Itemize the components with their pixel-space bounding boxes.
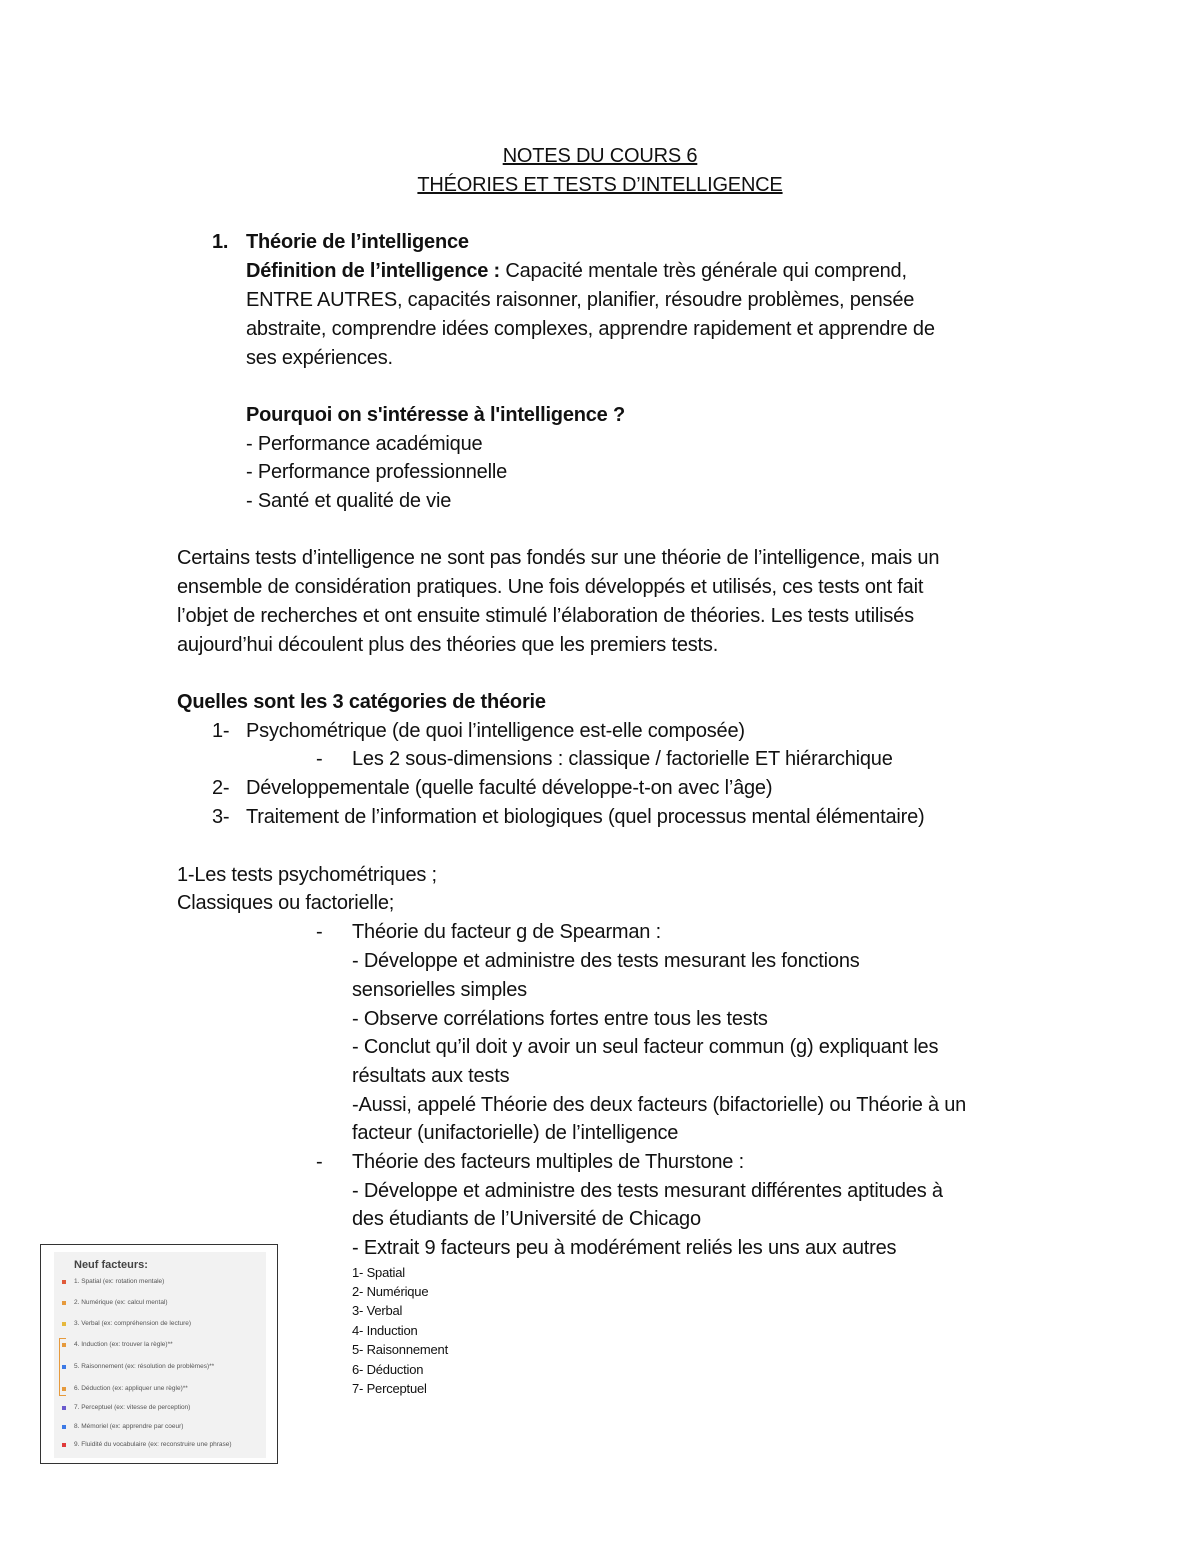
section-1-number: 1. [212, 231, 229, 253]
factor-item: 7- Perceptuel [352, 1381, 427, 1396]
category-text: Développementale (quelle faculté développe-t-on avec l’âge) [246, 777, 773, 799]
category-number: 1- [212, 720, 230, 742]
slide-factor-row [62, 1276, 262, 1288]
category-number: 3- [212, 806, 230, 828]
definition-text: Capacité mentale très générale qui comprend, [500, 260, 907, 282]
slide-bullet-icon [62, 1365, 66, 1369]
slide-factor-text: 1. Spatial (ex: rotation mentale) [74, 1278, 165, 1285]
thurstone-line: - Développe et administre des tests mesurant différentes aptitudes à [352, 1180, 943, 1202]
slide-factor-row [62, 1339, 262, 1351]
factor-item: 2- Numérique [352, 1284, 429, 1299]
thurstone-dash: - [316, 1151, 323, 1173]
slide-title: Neuf facteurs: [74, 1259, 148, 1271]
slide-factor-text: 2. Numérique (ex: calcul mental) [74, 1299, 168, 1306]
slide-bullet-icon [62, 1425, 66, 1429]
slide-factor-row [62, 1439, 262, 1451]
factor-item: 4- Induction [352, 1323, 418, 1338]
why-heading: Pourquoi on s'intéresse à l'intelligence ? [246, 404, 625, 426]
category-text: Traitement de l’information et biologiques (quel processus mental élémentaire) [246, 806, 925, 828]
paragraph-line: ensemble de considération pratiques. Une fois développés et utilisés, ces tests ont fait [177, 576, 924, 598]
subcategory-text: Les 2 sous-dimensions : classique / factorielle ET hiérarchique [352, 748, 893, 770]
spearman-line: sensorielles simples [352, 979, 527, 1001]
document-subtitle: THÉORIES ET TESTS D’INTELLIGENCE [417, 174, 783, 196]
thurstone-title: Théorie des facteurs multiples de Thurstone : [352, 1151, 744, 1173]
document-title: NOTES DU COURS 6 [502, 145, 698, 167]
slide-canvas [54, 1252, 266, 1458]
spearman-dash: - [316, 921, 323, 943]
psycho-heading: 1-Les tests psychométriques ; [177, 864, 437, 886]
psycho-subheading: Classiques ou factorielle; [177, 892, 395, 914]
paragraph-line: l’objet de recherches et ont ensuite stimulé l’élaboration de théories. Les tests utilisés [177, 605, 914, 627]
slide-factor-row [62, 1318, 262, 1330]
why-item: - Santé et qualité de vie [246, 490, 452, 512]
factor-item: 1- Spatial [352, 1265, 405, 1280]
slide-factor-row [62, 1421, 262, 1433]
slide-bullet-icon [62, 1280, 66, 1284]
slide-factor-text: 5. Raisonnement (ex: résolution de problèmes)** [74, 1363, 215, 1370]
factors-slide-thumbnail [40, 1244, 278, 1464]
definition-line-3: abstraite, comprendre idées complexes, apprendre rapidement et apprendre de [246, 318, 935, 340]
factor-item: 6- Déduction [352, 1362, 424, 1377]
paragraph-line: aujourd’hui découlent plus des théories que les premiers tests. [177, 634, 719, 656]
category-text: Psychométrique (de quoi l’intelligence est-elle composée) [246, 720, 745, 742]
spearman-line: résultats aux tests [352, 1065, 510, 1087]
thurstone-line: des étudiants de l’Université de Chicago [352, 1208, 701, 1230]
slide-bullet-icon [62, 1322, 66, 1326]
slide-bullet-icon [62, 1406, 66, 1410]
slide-factor-row [62, 1383, 262, 1395]
spearman-line: facteur (unifactorielle) de l’intelligence [352, 1122, 679, 1144]
subcategory-dash: - [316, 748, 323, 770]
slide-factor-row [62, 1402, 262, 1414]
spearman-title: Théorie du facteur g de Spearman : [352, 921, 661, 943]
slide-factor-text: 4. Induction (ex: trouver la règle)** [74, 1341, 173, 1348]
slide-factor-row [62, 1361, 262, 1373]
categories-heading: Quelles sont les 3 catégories de théorie [177, 691, 546, 713]
definition-label: Définition de l’intelligence : [246, 260, 501, 282]
slide-factor-row [62, 1297, 262, 1309]
definition-line-2: ENTRE AUTRES, capacités raisonner, planifier, résoudre problèmes, pensée [246, 289, 915, 311]
factor-item: 5- Raisonnement [352, 1342, 448, 1357]
slide-factor-text: 6. Déduction (ex: appliquer une règle)** [74, 1385, 188, 1392]
slide-bullet-icon [62, 1343, 66, 1347]
definition-line-1 [246, 257, 907, 286]
slide-bullet-icon [62, 1301, 66, 1305]
slide-bullet-icon [62, 1443, 66, 1447]
spearman-line: - Conclut qu’il doit y avoir un seul facteur commun (g) expliquant les [352, 1036, 939, 1058]
spearman-line: - Observe corrélations fortes entre tous les tests [352, 1008, 768, 1030]
spearman-line: -Aussi, appelé Théorie des deux facteurs (bifactorielle) ou Théorie à un [352, 1094, 967, 1116]
spearman-line: - Développe et administre des tests mesurant les fonctions [352, 950, 860, 972]
slide-factor-text: 3. Verbal (ex: compréhension de lecture) [74, 1320, 192, 1327]
why-item: - Performance professionnelle [246, 461, 507, 483]
slide-factor-text: 7. Perceptuel (ex: vitesse de perception) [74, 1404, 191, 1411]
why-item: - Performance académique [246, 433, 483, 455]
slide-bullet-icon [62, 1387, 66, 1391]
slide-factor-text: 9. Fluidité du vocabulaire (ex: reconstruire une phrase) [74, 1441, 232, 1448]
thurstone-line: - Extrait 9 facteurs peu à modérément reliés les uns aux autres [352, 1237, 897, 1259]
slide-factor-text: 8. Mémoriel (ex: apprendre par coeur) [74, 1423, 184, 1430]
paragraph-line: Certains tests d’intelligence ne sont pas fondés sur une théorie de l’intelligence, mais un [177, 547, 940, 569]
definition-line-4: ses expériences. [246, 347, 393, 369]
category-number: 2- [212, 777, 230, 799]
factor-item: 3- Verbal [352, 1303, 403, 1318]
section-1-heading: Théorie de l’intelligence [246, 231, 469, 253]
